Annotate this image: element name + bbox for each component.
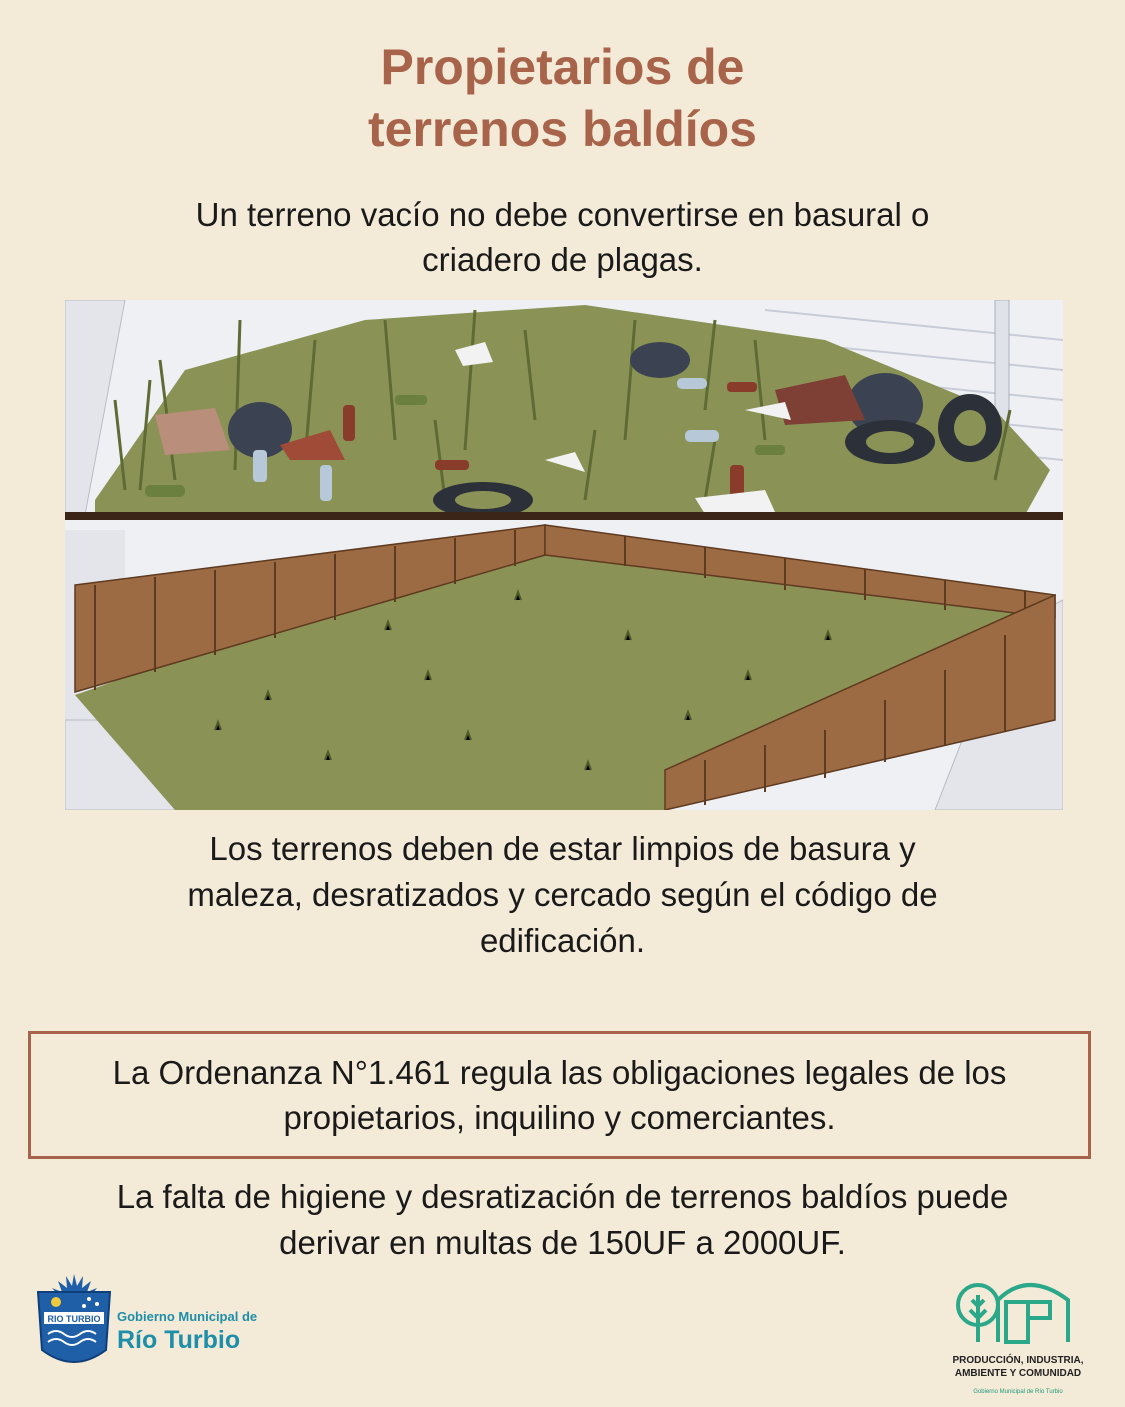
production-dept-sub: Gobierno Municipal de Río Turbio [973,1389,1063,1395]
p1-line-3: edificación. [479,922,646,959]
p2-line-2: derivar en multas de 150UF a 2000UF. [279,1224,846,1261]
subtitle [0,192,1125,282]
page-title [0,36,1125,160]
divider-line [65,512,1063,520]
p1-line-1: Los terrenos deben de estar limpios de basura y [209,830,916,867]
ordinance-line-1: La Ordenanza N°1.461 regula las obligaciones legales de los [112,1054,1007,1091]
ordinance-box [28,1031,1091,1159]
p1-line-2: maleza, desratizados y cercado según el código de [187,876,938,913]
fines-notice [0,1174,1125,1266]
subtitle-line-1: Un terreno vacío no debe convertirse en basural o [195,196,930,233]
p2-line-1: La falta de higiene y desratización de terrenos baldíos puede [116,1178,1009,1215]
title-line-2: terrenos baldíos [368,101,757,157]
lot-illustration [65,300,1063,810]
production-dept-name [918,1354,1118,1380]
production-dept-logo-icon [948,1270,1088,1400]
title-line-1: Propietarios de [380,39,745,95]
subtitle-line-2: criadero de plagas. [422,241,703,278]
crest-badge-text: RIO TURBIO [47,1314,101,1324]
municipality-big: Río Turbio [117,1326,241,1354]
cleanliness-requirements [0,826,1125,964]
municipality-name [117,1309,257,1355]
prod-line-2: AMBIENTE Y COMUNIDAD [954,1368,1082,1379]
prod-line-1: PRODUCCIÓN, INDUSTRIA, [952,1355,1084,1366]
municipality-small: Gobierno Municipal de [117,1309,258,1324]
ordinance-line-2: propietarios, inquilino y comerciantes. [283,1099,836,1136]
